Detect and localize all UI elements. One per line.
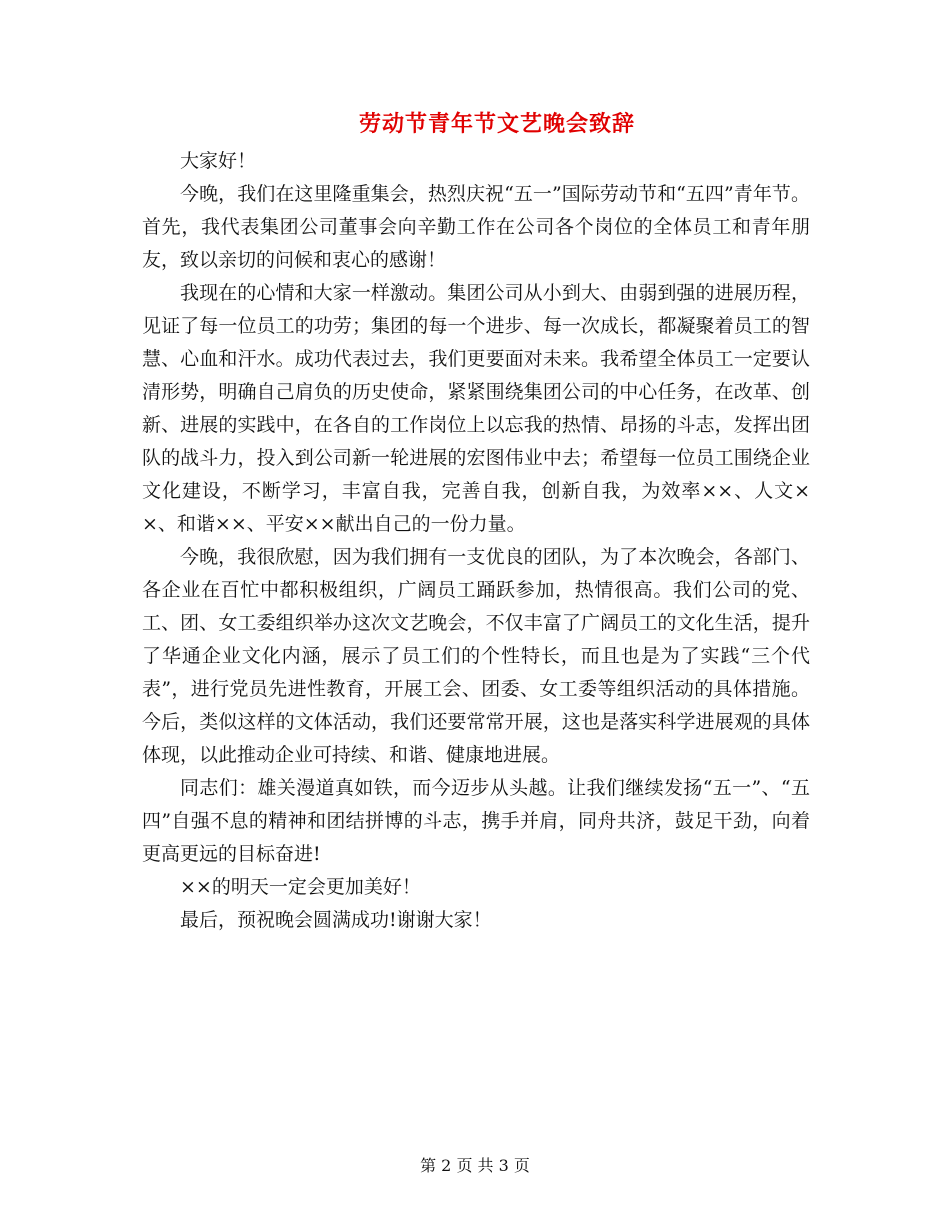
document-title: 劳动节青年节文艺晚会致辞 — [358, 111, 635, 137]
paragraph-team: 今晚，我很欣慰，因为我们拥有一支优良的团队，为了本次晚会，各部门、各企业在百忙中都积极组织，广阔员工踊跃参加，热情很高。我们公司的党、工、团、女工委组织举办这次文艺晚会，不仅丰富了广阔员工的文化生活，提升了华通企业文化内涵，展示了员工们的个性特长，而且也是为了实践“三个代表”，进行党员先进性教育，开展工会、团委、女工委等组织活动的具体措施。今后，类似这样的文体活动，我们还要常常开展，这也是落实科学进展观的具体体现，以此推动企业可持续、和谐、健康地进展。 — [142, 546, 810, 766]
page-number-footer: 第 2 页 共 3 页 — [420, 1156, 530, 1175]
document-body — [142, 145, 810, 937]
paragraph-comrades: 同志们：雄关漫道真如铁，而今迈步从头越。让我们继续发扬“五一”、“五四”自强不息的精神和团结拼博的斗志，携手并肩，同舟共济，鼓足干劲，向着更高更远的目标奋进! — [142, 777, 810, 865]
paragraph-closing: 最后，预祝晚会圆满成功!谢谢大家！ — [180, 909, 492, 931]
paragraph-future: ××的明天一定会更加美好！ — [180, 876, 421, 898]
paragraph-greeting: 大家好！ — [180, 150, 257, 172]
paragraph-opening: 今晚，我们在这里隆重集会，热烈庆祝“五一”国际劳动节和“五四”青年节。首先，我代表集团公司董事会向辛勤工作在公司各个岗位的全体员工和青年朋友，致以亲切的问候和衷心的感谢！ — [142, 183, 810, 271]
paragraph-mission: 我现在的心情和大家一样激动。集团公司从小到大、由弱到强的进展历程，见证了每一位员工的功劳；集团的每一个进步、每一次成长，都凝聚着员工的智慧、心血和汗水。成功代表过去，我们更要面对未来。我希望全体员工一定要认清形势，明确自己肩负的历史使命，紧紧围绕集团公司的中心任务，在改革、创新、进展的实践中，在各自的工作岗位上以忘我的热情、昂扬的斗志，发挥出团队的战斗力，投入到公司新一轮进展的宏图伟业中去；希望每一位员工围绕企业文化建设，不断学习，丰富自我，完善自我，创新自我，为效率××、人文××、和谐××、平安××献出自己的一份力量。 — [142, 282, 810, 535]
